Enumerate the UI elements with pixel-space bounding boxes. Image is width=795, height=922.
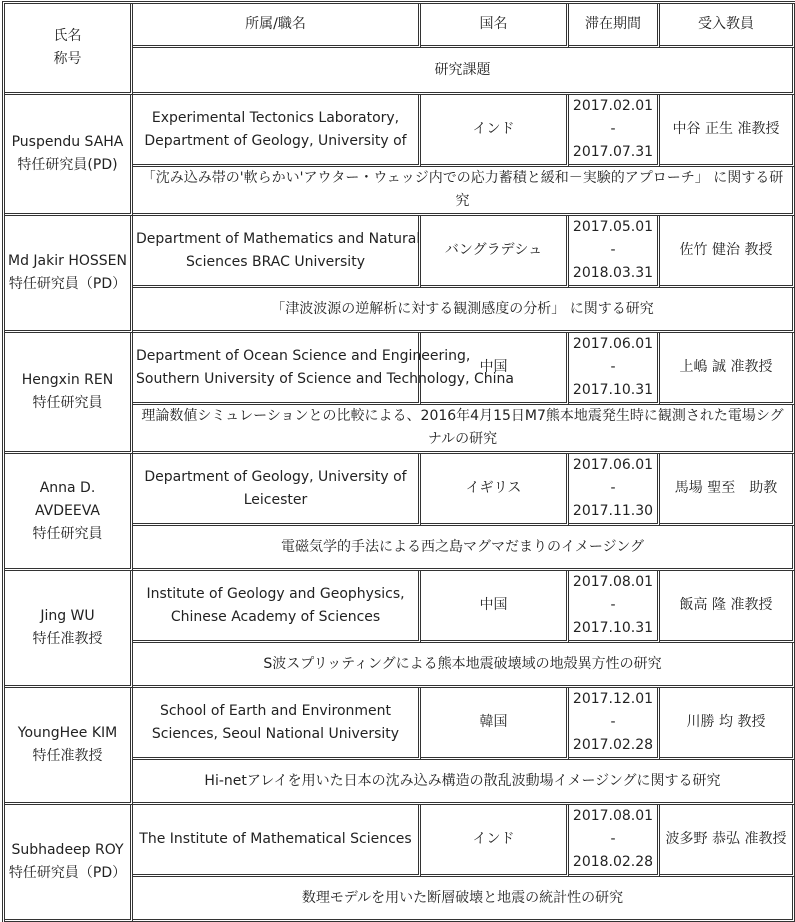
researcher-title: 特任准教授 [32,631,103,647]
affiliation-line-1: Department of Geology, University of [144,468,407,485]
period-cell [569,216,660,288]
period-start: 2017.02.01- [572,98,654,137]
period-cell [569,454,660,526]
affiliation-line-2: Southern University of Science and Technology, China [136,370,514,387]
researcher-title: 特任研究員（PD） [8,276,127,292]
header-host: 受入教員 [660,4,795,48]
table-row [5,688,795,760]
table-row [5,216,795,288]
period-end: 2018.03.31 [572,265,654,281]
affiliation-line-1: Experimental Tectonics Laboratory, [151,109,400,126]
researcher-cell [5,454,133,571]
research-topic: 電磁気学的手法による西之島マグマだまりのイメージング [133,526,795,571]
table-row [5,95,795,167]
affiliation-line-1: Department of Mathematics and Natural [136,230,421,247]
table-row [5,571,795,643]
researcher-name: Jing WU [40,608,95,624]
affiliation-cell [133,454,421,526]
country-cell: 中国 [421,571,569,643]
researcher-name: Hengxin REN [21,372,114,388]
header-topic: 研究課題 [133,48,795,95]
researcher-cell [5,333,133,454]
period-cell [569,571,660,643]
host-cell: 波多野 恭弘 准教授 [660,805,795,877]
period-start: 2017.06.01- [572,336,654,375]
period-start: 2017.08.01- [572,808,654,847]
header-row [5,4,795,48]
affiliation-cell [133,95,421,167]
researcher-title: 特任研究員 [32,395,103,411]
affiliation-line-1: The Institute of Mathematical Sciences [139,831,412,847]
affiliation-cell [133,688,421,760]
country-cell: インド [421,95,569,167]
research-topic: 理論数値シミュレーションとの比較による、2016年4月15日M7熊本地震発生時に観測された電場シグナルの研究 [133,405,795,454]
affiliation-line-2: Department of Geology, University of [144,132,407,149]
period-end: 2017.10.31 [572,620,654,636]
period-end: 2017.07.31 [572,144,654,160]
affiliation-line-2: Leicester [243,491,308,508]
researcher-title: 特任准教授 [32,748,103,764]
researcher-name: Anna D. AVDEEVA [35,479,100,519]
host-cell: 川勝 均 教授 [660,688,795,760]
researcher-cell [5,216,133,333]
researcher-cell [5,688,133,805]
affiliation-cell [133,805,421,877]
researcher-cell [5,805,133,922]
header-name-title-cell [5,4,133,95]
host-cell: 飯高 隆 准教授 [660,571,795,643]
affiliation-line-2: Chinese Academy of Sciences [170,608,381,625]
header-period: 滞在期間 [569,4,660,48]
host-cell: 佐竹 健治 教授 [660,216,795,288]
researcher-name: Subhadeep ROY [11,842,124,858]
researcher-cell [5,571,133,688]
period-end: 2017.10.31 [572,382,654,398]
header-name-label: 氏名 [53,28,82,44]
host-cell: 中谷 正生 准教授 [660,95,795,167]
researcher-name: Puspendu SAHA [11,134,124,150]
country-cell: バングラデシュ [421,216,569,288]
host-cell: 馬場 聖至 助教 [660,454,795,526]
host-cell: 上嶋 誠 准教授 [660,333,795,405]
researcher-title: 特任研究員(PD) [17,157,118,173]
affiliation-line-1: Institute of Geology and Geophysics, [146,585,405,602]
period-start: 2017.06.01- [572,457,654,496]
research-topic: 数理モデルを用いた断層破壊と地震の統計性の研究 [133,877,795,922]
table-row [5,454,795,526]
period-start: 2017.12.01- [572,691,654,730]
affiliation-line-2: Sciences BRAC University [186,253,365,270]
period-start: 2017.05.01- [572,219,654,258]
affiliation-cell [133,571,421,643]
researcher-title: 特任研究員 [32,525,103,542]
visiting-researchers-table [2,1,795,922]
period-cell [569,333,660,405]
researcher-cell [5,95,133,216]
period-cell [569,805,660,877]
table-row [5,333,795,405]
period-cell [569,688,660,760]
header-title-label: 称号 [53,51,82,67]
period-start: 2017.08.01- [572,574,654,613]
country-cell: 中国 [421,333,569,405]
period-end: 2018.02.28 [572,854,654,870]
researcher-name: Md Jakir HOSSEN [8,253,127,269]
header-country: 国名 [421,4,569,48]
affiliation-line-2: Sciences, Seoul National University [151,725,400,742]
affiliation-cell [133,216,421,288]
table-row [5,805,795,877]
research-topic: 「津波波源の逆解析に対する観測感度の分析」 に関する研究 [133,288,795,333]
research-topic: 「沈み込み帯の'軟らかい'アウター・ウェッジ内での応力蓄積と緩和－実験的アプローチ」 に関する研究 [133,167,795,216]
research-topic: S波スプリッティングによる熊本地震破壊域の地殻異方性の研究 [133,643,795,688]
period-end: 2017.11.30 [572,503,654,519]
country-cell: 韓国 [421,688,569,760]
research-topic: Hi-netアレイを用いた日本の沈み込み構造の散乱波動場イメージングに関する研究 [133,760,795,805]
researcher-title: 特任研究員（PD） [8,865,127,881]
country-cell: インド [421,805,569,877]
period-cell [569,95,660,167]
researcher-name: YoungHee KIM [17,725,118,741]
affiliation-line-1: School of Earth and Environment [159,702,392,719]
period-end: 2017.02.28 [572,737,654,753]
header-affiliation: 所属/職名 [133,4,421,48]
affiliation-line-1: Department of Ocean Science and Engineering, [136,347,471,364]
country-cell: イギリス [421,454,569,526]
